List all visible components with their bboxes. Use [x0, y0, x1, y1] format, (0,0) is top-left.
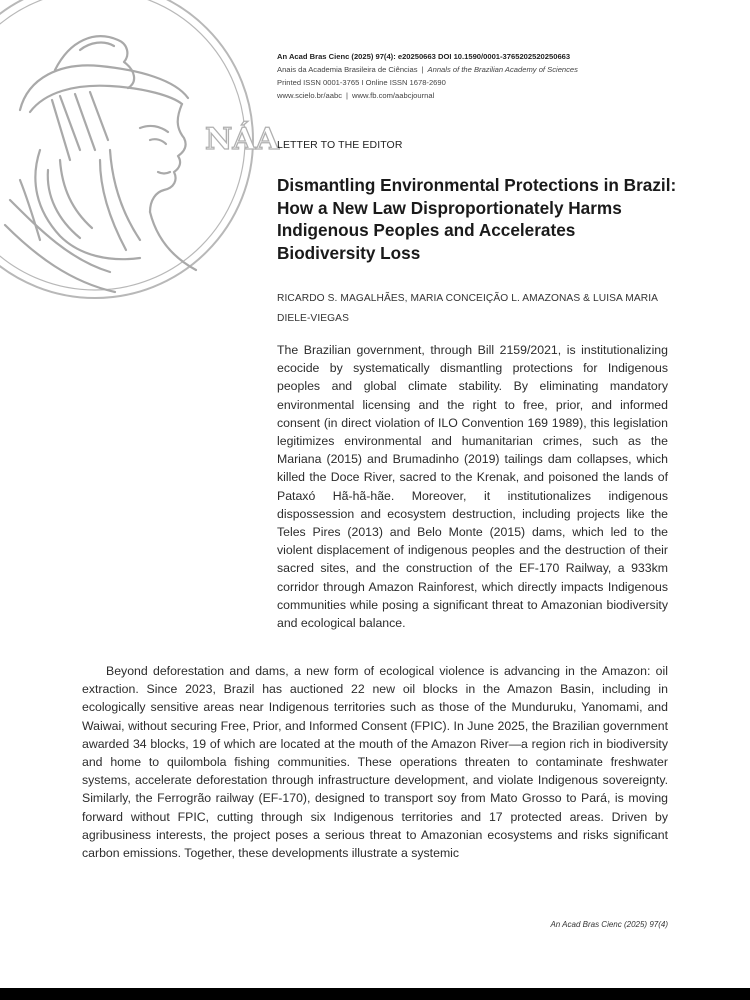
- journal-separator: |: [421, 65, 424, 74]
- scielo-link[interactable]: www.scielo.br/aabc: [277, 91, 342, 100]
- facebook-link[interactable]: www.fb.com/aabcjournal: [351, 91, 435, 100]
- abstract-paragraph: The Brazilian government, through Bill 2159/2021, is institutionalizing ecocide by systematically dismantling protections for Indigenous peoples and global climate stability. By eliminating mandatory environmental licensing and the right to free, prior, and informed consent (in direct violation of ILO Convention 169 1989), this legislation legitimizes environmental and humanitarian crimes, such as the Mariana (2015) and Brumadinho (2019) tailings dam collapses, which killed the Doce River, sacred to the Krenak, and poisoned the lands of Pataxó Hã-hã-hãe. Moreover, it institutionalizes indigenous dispossession and ecosystem destruction, including projects like the Teles Pires (2013) and Belo Monte (2015) dams, which led to the violent displacement of indigenous peoples and the destruction of their sacred sites, and the construction of the EF-170 Railway, a 933km corridor through Amazon Rainforest, which directly impacts Indigenous communities while posing a significant threat to Amazonian biodiversity and ecological balance.: [277, 343, 668, 631]
- academy-logo-lettering: [205, 121, 280, 157]
- page-footer: An Acad Bras Cienc (2025) 97(4): [550, 920, 668, 929]
- article-title: Dismantling Environmental Protections in Brazil: How a New Law Disproportionately Harms Indigenous Peoples and Accelerates Biodiversity Loss: [277, 175, 677, 263]
- journal-header: [277, 50, 707, 102]
- body-paragraph: Beyond deforestation and dams, a new form of ecological violence is advancing in the Amazon: oil extraction. Since 2023, Brazil has auctioned 22 new oil blocks in the Amazon Basin, including in ecologically sensitive areas near Indigenous territories such as those of the Munduruku, Yanomami, and Waiwai, without securing Free, Prior, and Informed Consent (FPIC). In June 2025, the Brazilian government awarded 34 blocks, 19 of which are located at the mouth of the Amazon River—a region rich in biodiversity and home to quilombola fishing communities. These operations threaten to contaminate freshwater systems, accelerate deforestation through infrastructure development, and violate Indigenous sovereignty. Similarly, the Ferrogrão railway (EF-170), designed to transport soy from Mato Grosso to Pará, is moving forward without FPIC, cutting through six Indigenous territories and 17 protected areas. Driven by agribusiness interests, the project poses a serious threat to Amazonian ecosystems and risks significant carbon emissions. Together, these developments illustrate a systemic: [82, 664, 668, 861]
- goddess-head-icon: [5, 36, 196, 292]
- author-list: RICARDO S. MAGALHÃES, MARIA CONCEIÇÃO L. AMAZONAS & LUISA MARIA DIELE-VIEGAS: [277, 293, 658, 324]
- web-links-line: [277, 89, 707, 102]
- section-label: LETTER TO THE EDITOR: [277, 139, 403, 151]
- journal-name-en: Annals of the Brazilian Academy of Sciences: [427, 65, 578, 74]
- issn-line: Printed ISSN 0001-3765 I Online ISSN 1678-2690: [277, 78, 446, 87]
- journal-name-line: [277, 63, 707, 76]
- journal-name-pt: Anais da Academia Brasileira de Ciências: [277, 65, 418, 74]
- citation-line: An Acad Bras Cienc (2025) 97(4): e20250663 DOI 10.1590/0001-3765202520250663: [277, 52, 571, 61]
- svg-text:NÁA: NÁA: [205, 122, 279, 157]
- web-links-separator: |: [346, 91, 348, 100]
- academy-logo: [0, 0, 279, 300]
